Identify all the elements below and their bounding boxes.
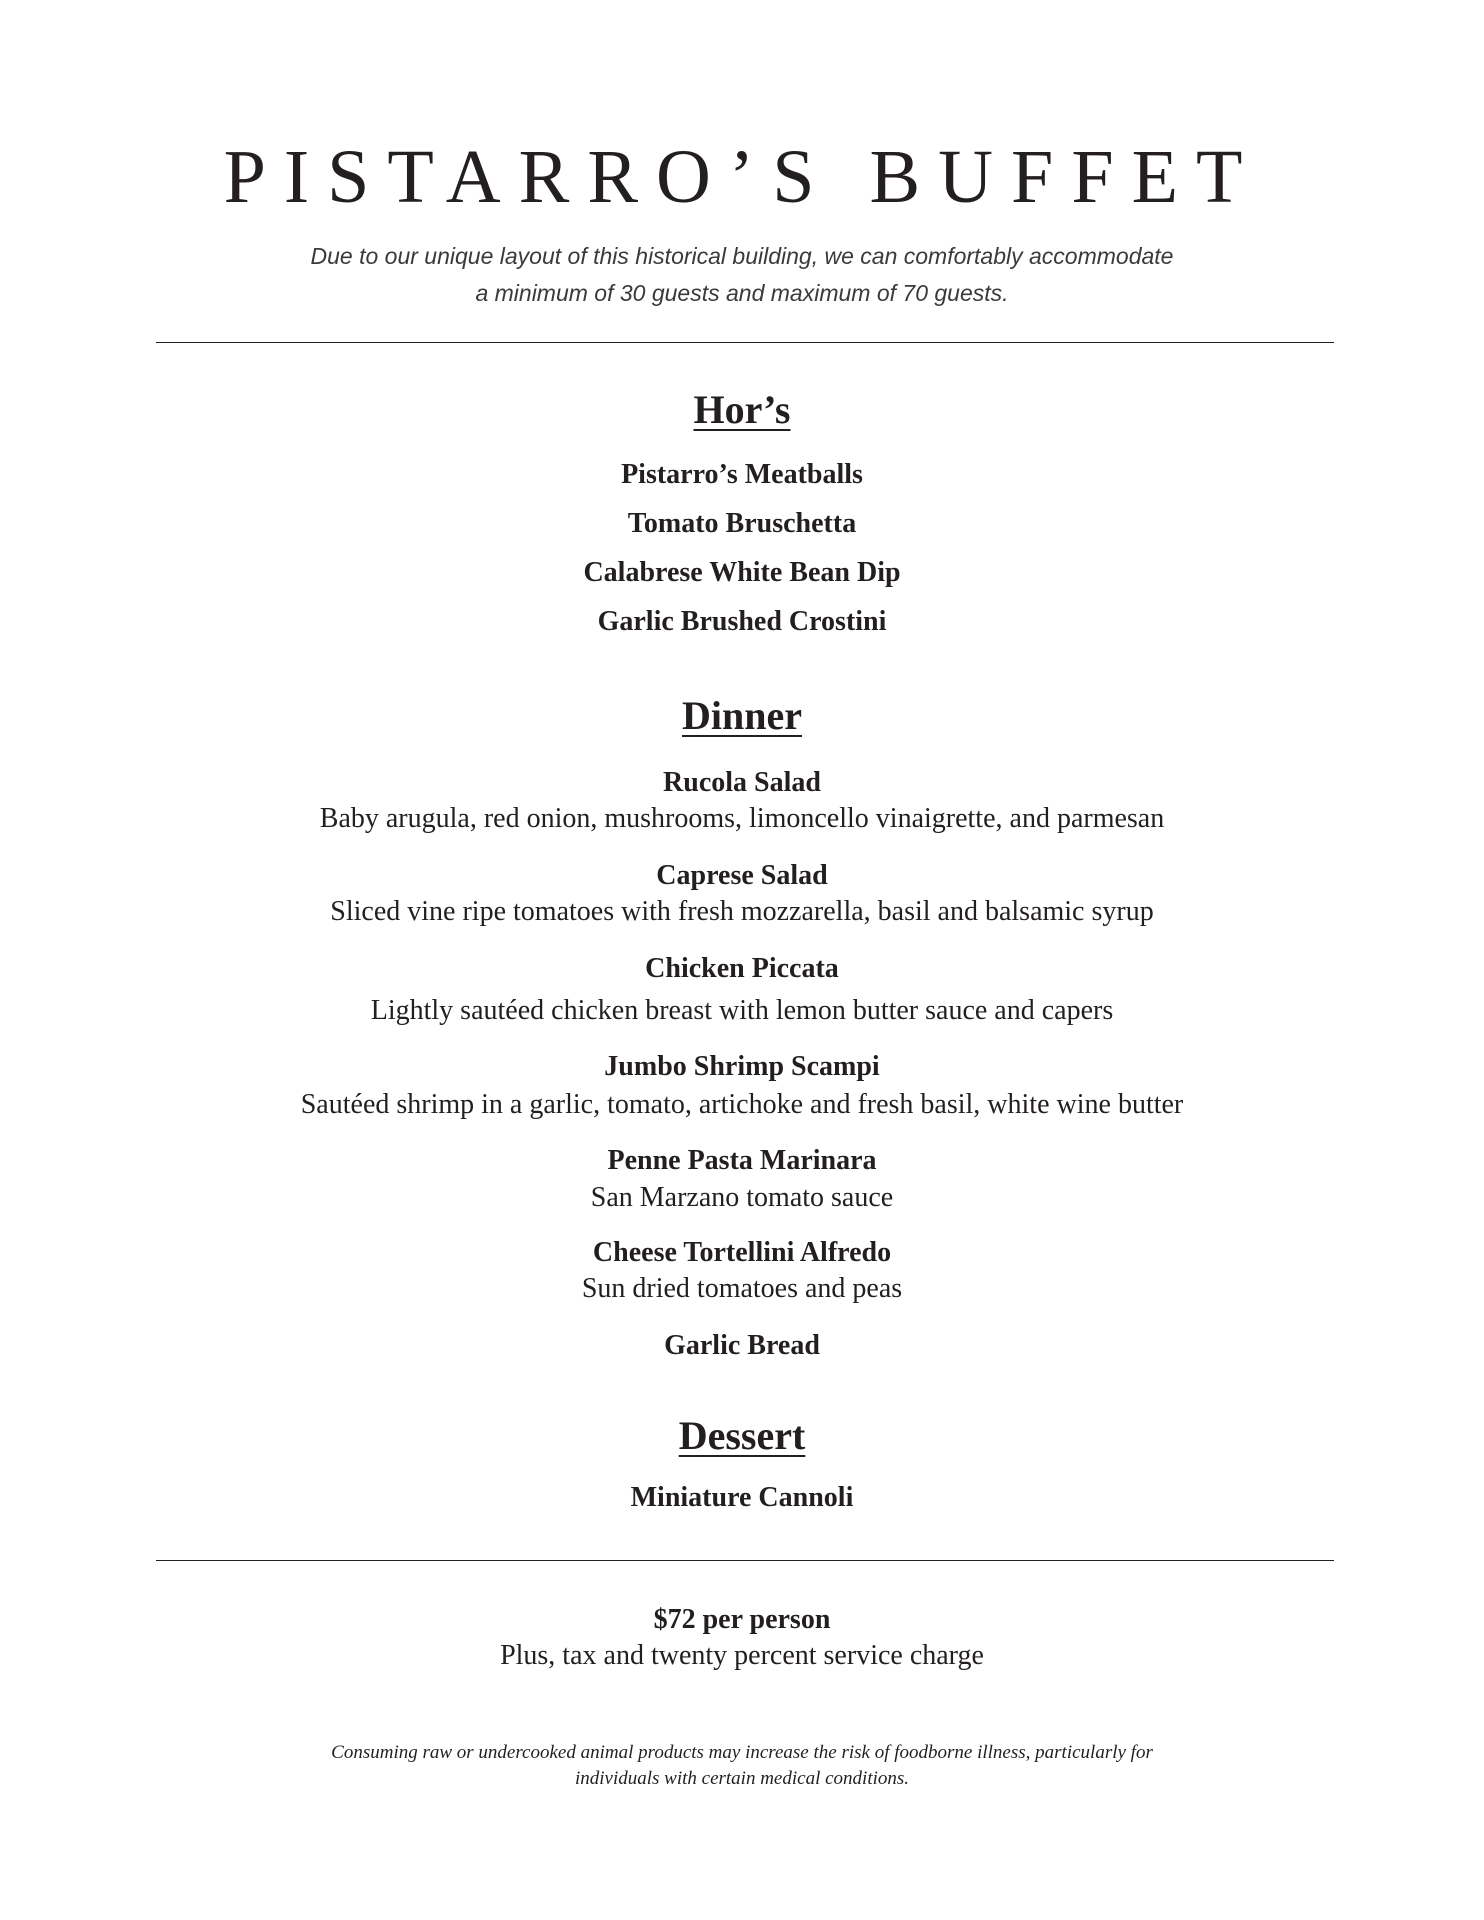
hors-item: Tomato Bruschetta	[627, 508, 857, 539]
service-charge-note: Plus, tax and twenty percent service charge	[500, 1640, 984, 1671]
bottom-divider	[156, 1560, 1334, 1561]
food-safety-disclaimer	[0, 1740, 1484, 1792]
hors-item: Pistarro’s Meatballs	[621, 459, 863, 490]
dinner-item-name: Jumbo Shrimp Scampi	[604, 1051, 880, 1082]
dinner-item-desc: Lightly sautéed chicken breast with lemon butter sauce and capers	[370, 995, 1114, 1026]
hors-item: Calabrese White Bean Dip	[583, 557, 901, 588]
section-heading-dessert: Dessert	[678, 1413, 806, 1458]
section-heading-dinner: Dinner	[682, 693, 802, 738]
dinner-item-name: Rucola Salad	[663, 767, 821, 798]
dinner-item-name: Cheese Tortellini Alfredo	[592, 1237, 892, 1268]
hors-item: Garlic Brushed Crostini	[597, 606, 887, 637]
dinner-item-desc: San Marzano tomato sauce	[590, 1182, 894, 1213]
section-heading-hors: Hor’s	[693, 387, 791, 432]
dinner-item-desc: Sliced vine ripe tomatoes with fresh mozzarella, basil and balsamic syrup	[330, 896, 1154, 927]
dinner-item-name: Penne Pasta Marinara	[607, 1145, 877, 1176]
top-divider	[156, 342, 1334, 343]
dinner-item-name: Garlic Bread	[664, 1330, 820, 1361]
page-title: PISTARRO’S BUFFET	[223, 135, 1261, 219]
dinner-item-name: Caprese Salad	[656, 860, 828, 891]
disclaimer-line-1: Consuming raw or undercooked animal products may increase the risk of foodborne illness, particularly for	[331, 1742, 1153, 1763]
capacity-note-line-2: a minimum of 30 guests and maximum of 70 guests.	[475, 280, 1009, 306]
dinner-item-desc: Sun dried tomatoes and peas	[581, 1273, 903, 1304]
dinner-item-desc: Baby arugula, red onion, mushrooms, limoncello vinaigrette, and parmesan	[319, 803, 1165, 834]
dessert-item: Miniature Cannoli	[630, 1482, 854, 1513]
capacity-note-line-1: Due to our unique layout of this historical building, we can comfortably accommodate	[310, 243, 1174, 269]
dinner-item-name: Chicken Piccata	[645, 953, 839, 984]
dinner-item-desc: Sautéed shrimp in a garlic, tomato, artichoke and fresh basil, white wine butter	[300, 1089, 1184, 1120]
disclaimer-line-2: individuals with certain medical conditions.	[574, 1768, 910, 1789]
capacity-note	[0, 238, 1484, 312]
price-per-person: $72 per person	[653, 1604, 831, 1635]
